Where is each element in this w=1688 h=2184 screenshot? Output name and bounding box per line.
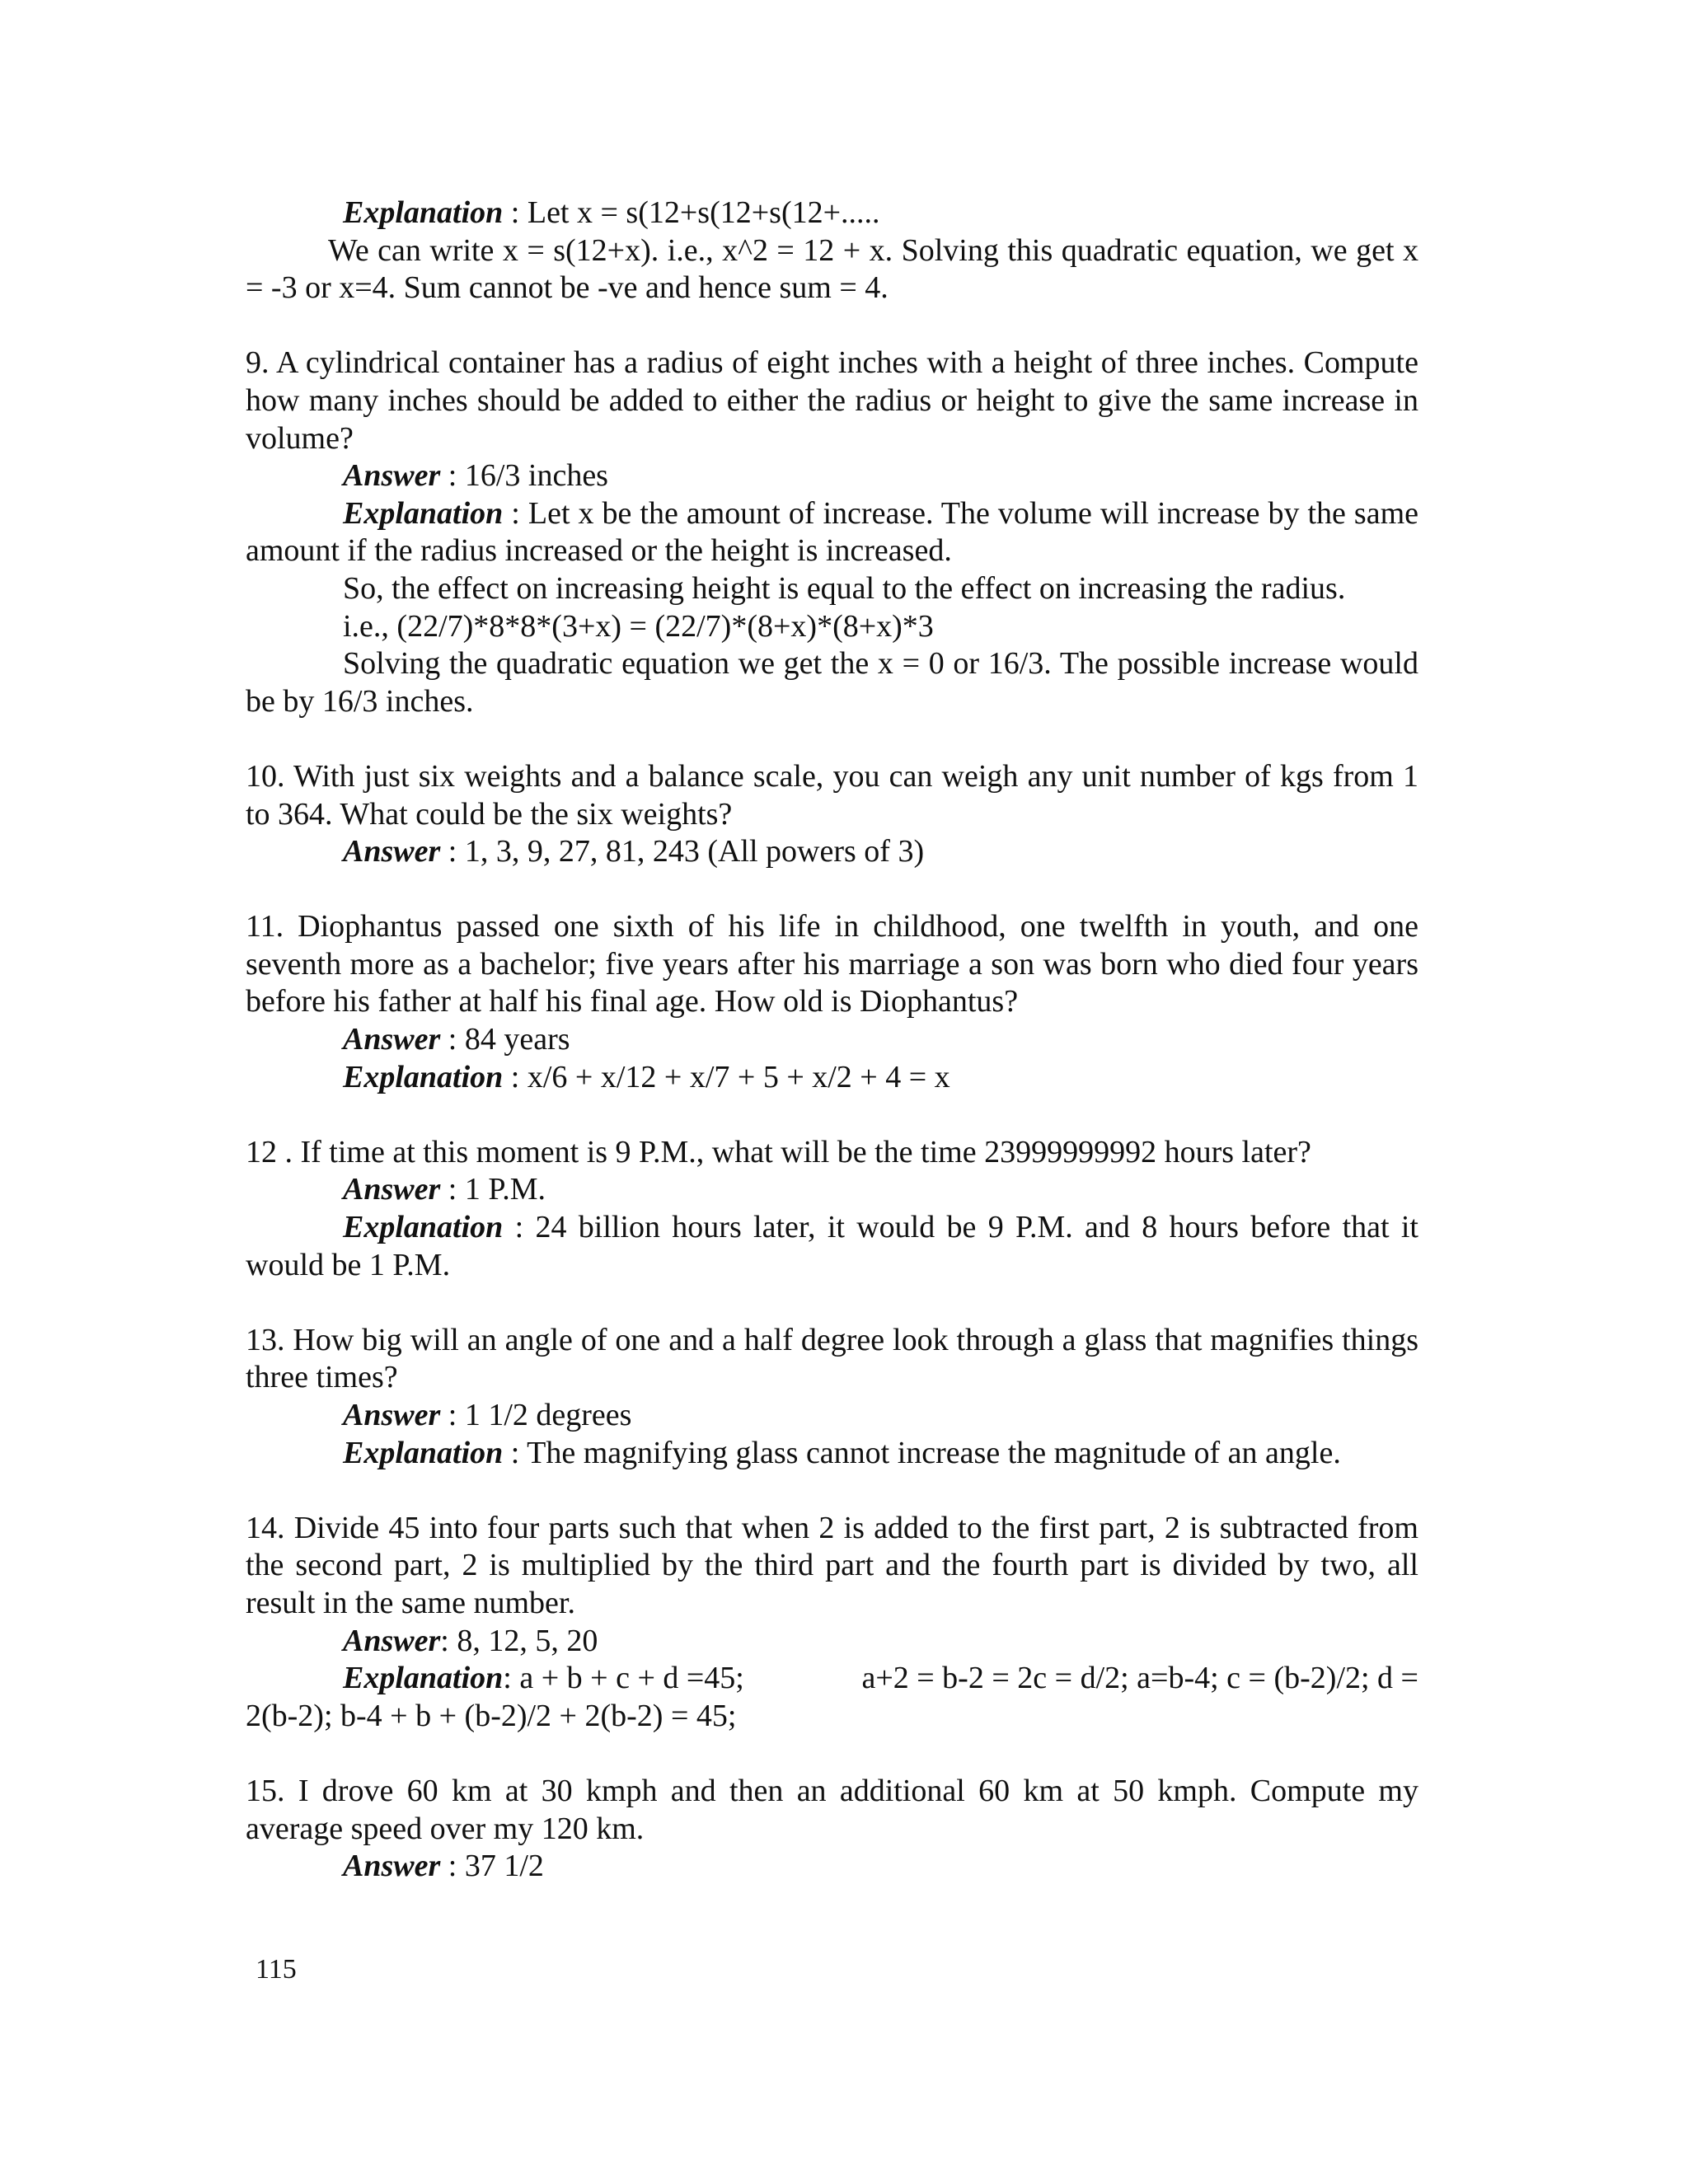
explanation-text: : Let x be the amount of increase. The volume will increase by the same amount if the radius increased or the height is increased. xyxy=(246,495,1418,569)
explanation-label: Explanation xyxy=(343,1661,504,1696)
explanation-text: : The magnifying glass cannot increase the magnitude of an angle. xyxy=(503,1435,1341,1470)
question-13-answer xyxy=(246,1397,1418,1435)
answer-label: Answer xyxy=(343,1172,441,1207)
question-14-explanation xyxy=(246,1660,1418,1698)
question-11-explanation xyxy=(246,1059,1418,1097)
question-11-text: 11. Diophantus passed one sixth of his life in childhood, one twelfth in youth, and one seventh more as a bachelor; five years after his marriage a son was born who died four years before his father at half his final age. How old is Diophantus? xyxy=(246,909,1418,1019)
answer-label: Answer xyxy=(343,1022,441,1057)
explanation-text: : x/6 + x/12 + x/7 + 5 + x/2 + 4 = x xyxy=(503,1059,950,1094)
document-body xyxy=(246,194,1418,1923)
explanation-text-a: : a + b + c + d =45; xyxy=(503,1661,744,1696)
explanation-text: : 24 billion hours later, it would be 9 P.M. and 8 hours before that it would be 1 P.M. xyxy=(246,1210,1418,1282)
question-10-answer xyxy=(246,833,1418,871)
answer-text: : 8, 12, 5, 20 xyxy=(440,1623,598,1658)
question-9-line4: Solving the quadratic equation we get the x = 0 or 16/3. The possible increase would be by 16/3 inches. xyxy=(246,646,1418,719)
question-12-explanation xyxy=(246,1209,1418,1284)
question-9-text: 9. A cylindrical container has a radius of eight inches with a height of three inches. Compute how many inches should be added to either the radius or height to give the same increase in volume? xyxy=(246,345,1418,456)
question-12-answer xyxy=(246,1171,1418,1209)
question-10 xyxy=(246,758,1418,871)
answer-label: Answer xyxy=(343,834,441,869)
question-9-line2: So, the effect on increasing height is equal to the effect on increasing the radius. xyxy=(343,570,1346,606)
answer-text: : 16/3 inches xyxy=(440,458,608,494)
explanation-label: Explanation xyxy=(343,1059,504,1094)
prev-explanation-line2: We can write x = s(12+x). i.e., x^2 = 12 + x. Solving this quadratic equation, we get x = -3 or x=4. Sum cannot be -ve and hence sum = 4. xyxy=(246,232,1418,306)
question-14-explanation-cont: 2(b-2); b-4 + b + (b-2)/2 + 2(b-2) = 45; xyxy=(246,1698,737,1733)
question-14 xyxy=(246,1510,1418,1736)
question-12-text: 12 . If time at this moment is 9 P.M., what will be the time 23999999992 hours later? xyxy=(246,1134,1311,1169)
question-14-answer xyxy=(246,1623,1418,1661)
explanation-left xyxy=(343,1660,744,1698)
question-11 xyxy=(246,908,1418,1096)
answer-label: Answer xyxy=(343,458,441,494)
prev-explanation-block xyxy=(246,194,1418,307)
page-number: 115 xyxy=(256,1954,297,1985)
answer-label: Answer xyxy=(343,1398,441,1432)
question-15-answer xyxy=(246,1848,1418,1886)
answer-label: Answer xyxy=(343,1849,441,1884)
explanation-text-b: a+2 = b-2 = 2c = d/2; a=b-4; c = (b-2)/2; d = xyxy=(861,1661,1418,1696)
question-9-line3: i.e., (22/7)*8*8*(3+x) = (22/7)*(8+x)*(8+x)*3 xyxy=(343,608,934,644)
question-9-explanation xyxy=(246,495,1418,570)
question-12 xyxy=(246,1134,1418,1284)
question-13 xyxy=(246,1322,1418,1472)
prev-explanation-line1 xyxy=(246,194,1418,232)
explanation-label: Explanation xyxy=(343,195,504,230)
question-10-text: 10. With just six weights and a balance scale, you can weigh any unit number of kgs from 1 to 364. What could be the six weights? xyxy=(246,758,1418,832)
question-15-text: 15. I drove 60 km at 30 kmph and then an additional 60 km at 50 kmph. Compute my average speed over my 120 km. xyxy=(246,1773,1418,1846)
question-13-explanation xyxy=(246,1435,1418,1473)
answer-text: : 1 P.M. xyxy=(440,1172,546,1207)
answer-text: : 1 1/2 degrees xyxy=(440,1398,632,1432)
question-15 xyxy=(246,1773,1418,1886)
question-9 xyxy=(246,344,1418,720)
answer-text: : 84 years xyxy=(440,1022,570,1057)
explanation-label: Explanation xyxy=(343,495,504,531)
explanation-label: Explanation xyxy=(343,1435,504,1470)
answer-text: : 1, 3, 9, 27, 81, 243 (All powers of 3) xyxy=(440,834,925,869)
prev-explanation-text: : Let x = s(12+s(12+s(12+..... xyxy=(503,195,880,230)
question-9-answer xyxy=(246,457,1418,495)
answer-label: Answer xyxy=(343,1623,441,1658)
question-13-text: 13. How big will an angle of one and a half degree look through a glass that magnifies things three times? xyxy=(246,1322,1418,1395)
explanation-label: Explanation xyxy=(343,1210,504,1245)
question-11-answer xyxy=(246,1021,1418,1059)
question-14-text: 14. Divide 45 into four parts such that when 2 is added to the first part, 2 is subtracted from the second part, 2 is multiplied by the third part and the fourth part is divided by two, all result in the same number. xyxy=(246,1510,1418,1620)
answer-text: : 37 1/2 xyxy=(440,1849,544,1884)
